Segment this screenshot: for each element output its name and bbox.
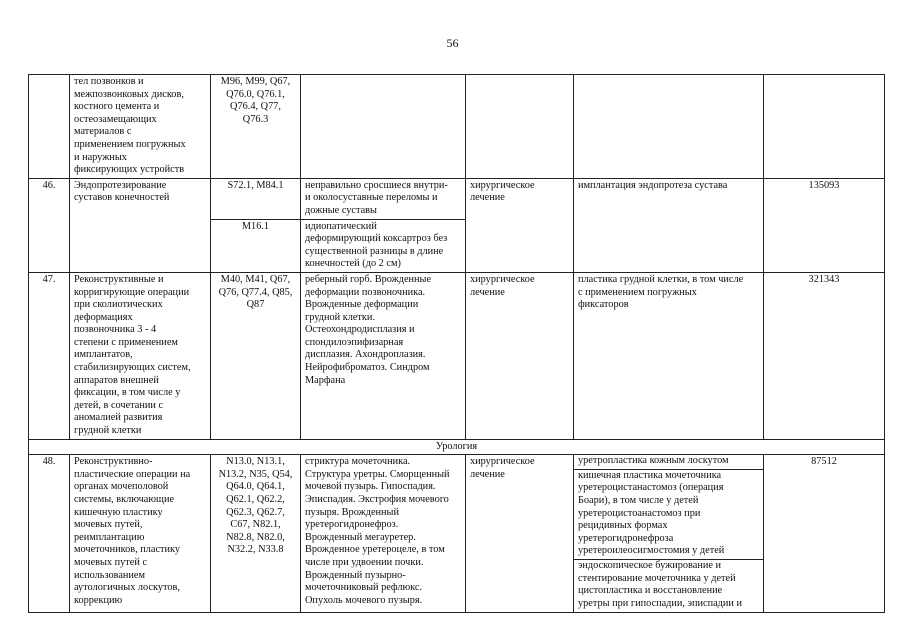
procedures-table [28,74,885,613]
section-title: Урология [29,439,885,455]
cell-codes: N13.0, N13.1, N13.2, N35, Q54, Q64.0, Q64.1, Q62.1, Q62.2, Q62.3, Q62.7, C67, N82.1, N82.8, N82.0, N32.2, N33.8 [211,455,301,613]
cell-treatment: хирургическое лечение [466,272,574,439]
method-block-1: уретропластика кожным лоскутом [574,455,763,470]
cell-name: Реконструктивно- пластические операции на органах мочеполовой системы, включающие кишечную пластику мочевых путей, реимплантацию мочеточников, пластику мочевых путей с использованием аутологичных лоскутов, коррекцию [70,455,211,613]
cell-name: Реконструктивные и корригирующие операции при сколиотических деформациях позвоночника 3 - 4 степени с применением имплантатов, стабилизирующих систем, аппаратов внешней фиксации, в том числе у детей, в сочетании с аномалией развития грудной клетки [70,272,211,439]
cell-model: идиопатический деформирующий коксартроз без существенной разницы в длине конечностей (до 2 см) [301,219,466,272]
cell-codes: M40, M41, Q67, Q76, Q77.4, Q85, Q87 [211,272,301,439]
row-number: 47. [29,272,70,439]
cell-codes: M16.1 [211,219,301,272]
cell-price: 321343 [764,272,885,439]
cell-method: имплантация эндопротеза сустава [574,178,764,272]
table-row-48 [29,455,885,613]
cell-model: реберный горб. Врожденные деформации позвоночника. Врожденные деформации грудной клетки. Остеохондродисплазия и спондилоэпифизарная дисплазия. Ахондроплазия. Нейрофиброматоз. Синдром Марфана [301,272,466,439]
cell-num [29,75,70,179]
cell-treatment [466,75,574,179]
method-block-3: эндоскопическое бужирование и стентирование мочеточника у детей цистопластика и восстановление уретры при гипоспадии, эписпадии и [578,559,743,609]
cell-model: стриктура мочеточника. Структура уретры. Сморщенный мочевой пузырь. Гипоспадия. Эписпадия. Экстрофия мочевого пузыря. Врожденный уретерогидронефроз. Врожденный мегауретер. Врожденное уретероцеле, в том числе при удвоении почки. Врожденный пузырно- мочеточниковый рефлюкс. Опухоль мочевого пузыря. [301,455,466,613]
cell-codes: M96, M99, Q67, Q76.0, Q76.1, Q76.4, Q77, Q76.3 [211,75,301,179]
table-row-continuation [29,75,885,179]
cell-model [301,75,466,179]
method-block-2: кишечная пластика мочеточника уретероцистанастомоз (операция Боари), в том числе у детей уретероцистоанастомоз при рецидивных формах уретерогидронефроза уретероилеосигмостомия у детей [574,470,763,560]
cell-price [764,75,885,179]
row-number: 48. [29,455,70,613]
table-row-47 [29,272,885,439]
cell-price: 87512 [764,455,885,613]
page-number: 56 [446,36,459,50]
row-number: 46. [29,178,70,272]
cell-name: Эндопротезирование суставов конечностей [70,178,211,272]
cell-method [574,455,764,613]
cell-treatment: хирургическое лечение [466,178,574,272]
cell-method [574,75,764,179]
cell-codes: S72.1, M84.1 [211,178,301,219]
cell-name: тел позвонков и межпозвонковых дисков, костного цемента и остеозамещающих материалов с применением погружных и наружных фиксирующих устройств [70,75,211,179]
cell-treatment: хирургическое лечение [466,455,574,613]
cell-model: неправильно сросшиеся внутри- и околосуставные переломы и дожные суставы [301,178,466,219]
cell-method: пластика грудной клетки, в том числе с применением погружных фиксаторов [574,272,764,439]
table-row-46 [29,178,885,219]
section-row [29,439,885,455]
cell-price: 135093 [764,178,885,272]
